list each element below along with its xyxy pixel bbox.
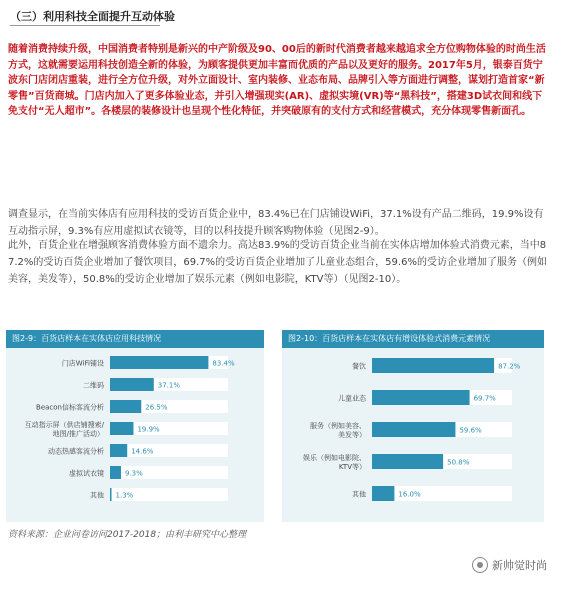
value-label: 14.6% bbox=[131, 447, 154, 456]
bar bbox=[110, 466, 121, 479]
category-label: 儿童业态 bbox=[338, 394, 366, 403]
category-label: 餐饮 bbox=[352, 362, 366, 371]
value-label: 19.9% bbox=[137, 425, 160, 434]
bar bbox=[110, 356, 208, 369]
bar bbox=[110, 378, 154, 391]
bar bbox=[372, 390, 470, 405]
value-label: 87.2% bbox=[498, 362, 521, 371]
value-label: 1.3% bbox=[115, 491, 134, 500]
category-label: 其他 bbox=[90, 491, 104, 500]
bar bbox=[110, 444, 127, 457]
source-note: 资料来源：企业问卷访问2017-2018；由利丰研究中心整理 bbox=[8, 530, 247, 540]
bar bbox=[372, 454, 443, 469]
chart-panel-2-10 bbox=[282, 330, 544, 522]
section-title: （三）利用科技全面提升互动体验 bbox=[10, 10, 175, 23]
watermark-text: 新帅觉时尚 bbox=[492, 559, 547, 572]
bar bbox=[372, 486, 394, 501]
bar bbox=[110, 400, 141, 413]
bar-track bbox=[110, 444, 228, 457]
bar-chart-2-9 bbox=[6, 348, 264, 522]
chart-panel-2-9 bbox=[6, 330, 264, 522]
wechat-icon bbox=[472, 557, 488, 573]
value-label: 59.6% bbox=[459, 426, 482, 435]
bar bbox=[372, 422, 455, 437]
value-label: 9.3% bbox=[124, 469, 143, 478]
watermark bbox=[472, 557, 547, 573]
category-label: 动态热感客流分析 bbox=[48, 447, 104, 456]
value-label: 37.1% bbox=[157, 381, 181, 390]
category-label: 服务（例如美容、美发等） bbox=[310, 422, 366, 439]
value-label: 16.0% bbox=[398, 490, 421, 499]
category-label: 虚拟试衣镜 bbox=[69, 469, 104, 478]
experience-paragraph: 此外，百货企业在增强顾客消费体验方面不遗余力。高达83.9%的受访百货企业当前在实体店增加体验式消费元素，当中87.2%的受访百货企业增加了餐饮项目，69.7%的受访百货企业增加了儿童业态组合，59.6%的受访企业增加了服务（例如美容，美发等），50.8%的受访企业增加了娱乐元素（例如电影院，KTV等）（见图2-10）。 bbox=[8, 240, 547, 285]
bar bbox=[372, 358, 494, 373]
title-underline bbox=[10, 25, 160, 26]
category-label: 互动指示屏（供店铺搜索/地图/推广活动） bbox=[24, 421, 104, 438]
category-label: Beacon信标客流分析 bbox=[36, 403, 104, 412]
category-label: 二维码 bbox=[83, 381, 104, 390]
category-label: 其他 bbox=[352, 490, 366, 499]
chart-title: 图2-10：百货店样本在实体店有增设体验式消费元素情况 bbox=[282, 330, 544, 348]
value-label: 26.5% bbox=[145, 403, 168, 412]
category-label: 门店WiFi铺设 bbox=[61, 359, 104, 368]
survey-paragraph: 调查显示，在当前实体店有应用科技的受访百货企业中，83.4%已在门店铺设WiFi，37.1%设有产品二维码，19.9%设有互动指示屏，9.3%有应用虚拟试衣镜等，目的以科技提升顾客购物体验（见图2-9）。 bbox=[8, 209, 544, 237]
value-label: 50.8% bbox=[447, 458, 470, 467]
value-label: 69.7% bbox=[473, 394, 496, 403]
bar bbox=[110, 422, 133, 435]
category-label: 娱乐（例如电影院、 KTV等） bbox=[303, 454, 366, 471]
intro-paragraph-red: 随着消费持续升级，中国消费者特别是新兴的中产阶级及90、00后的新时代消费者越来越追求全方位购物体验的时尚生活方式，这就需要运用科技创造全新的体验，为顾客提供更加丰富而优质的产品以及更好的服务。2017年5月，银泰百货宁波东门店闭店重装，进行全方位升级，对外立面设计、室内装修、业态布局、品牌引入等方面进行调整，谋划打造首家“新零售”百货商城。门店内加入了更多体验业态，并引入增强现实(AR)、虚拟实境(VR)等“黑科技”，搭建3D试衣间和线下免支付“无人超市”。各楼层的装修设计也呈现个性化特征，并突破原有的支付方式和经营模式，充分体现零售新面孔。 bbox=[8, 44, 546, 118]
bar-chart-2-10 bbox=[282, 348, 544, 522]
chart-title: 图2-9：百货店样本在实体店应用科技情况 bbox=[6, 330, 264, 348]
bar bbox=[110, 488, 112, 501]
value-label: 83.4% bbox=[212, 359, 235, 368]
